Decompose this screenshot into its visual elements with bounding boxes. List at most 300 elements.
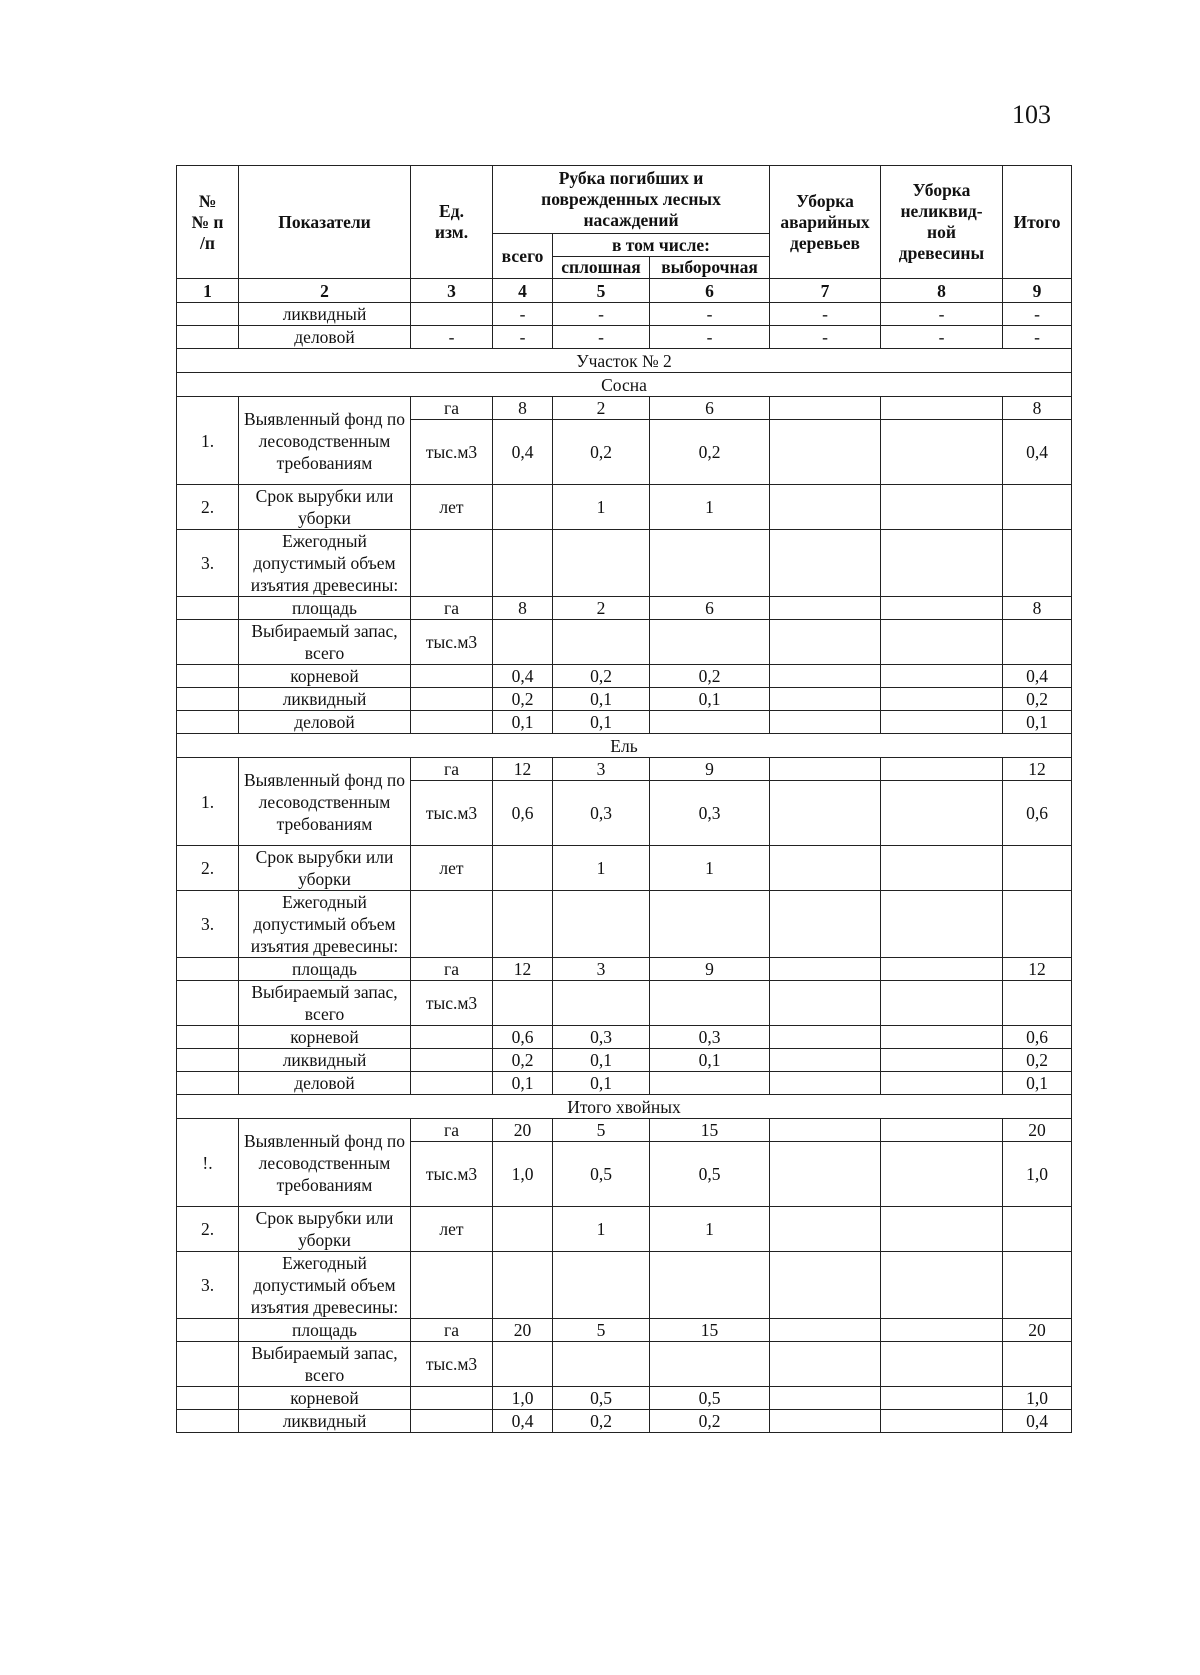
table-cell [881,485,1003,530]
table-cell: тыс.м3 [411,620,493,665]
column-number: 8 [881,279,1003,303]
indicator-label: Срок вырубки или уборки [239,1207,411,1252]
table-cell [1003,530,1072,597]
table-cell: 0,4 [493,1410,553,1433]
table-cell: 2 [553,397,650,420]
table-row [177,958,1072,981]
row-number [177,688,239,711]
table-cell: 9 [650,958,770,981]
table-cell: 8 [493,397,553,420]
section-title: Ель [177,734,1072,758]
table-cell: 3 [553,958,650,981]
table-cell [650,620,770,665]
table-cell [881,1410,1003,1433]
indicator-label: Ежегодный допустимый объем изъятия древесины: [239,530,411,597]
table-cell: тыс.м3 [411,1342,493,1387]
table-cell: 1,0 [1003,1387,1072,1410]
indicator-label: Срок вырубки или уборки [239,485,411,530]
table-row [177,846,1072,891]
table-row [177,688,1072,711]
table-cell [493,1342,553,1387]
table-cell [411,1049,493,1072]
table-cell: 8 [493,597,553,620]
table-cell [493,1252,553,1319]
header-illiquid [881,166,1003,279]
section-row [177,349,1072,373]
table-cell: 2 [553,597,650,620]
table-cell [881,1119,1003,1142]
table-cell: тыс.м3 [411,781,493,846]
table-cell [770,1410,881,1433]
table-cell: - [881,326,1003,349]
table-cell [770,1072,881,1095]
table-row [177,758,1072,781]
table-cell [881,1026,1003,1049]
table-cell [770,1252,881,1319]
header-clear: сплошная [553,257,650,279]
table-cell: 8 [1003,397,1072,420]
section-row [177,373,1072,397]
table-cell: тыс.м3 [411,1142,493,1207]
header-illiquid-text: Уборка неликвид- ной древесины [898,180,985,263]
table-cell: тыс.м3 [411,981,493,1026]
indicator-label: Ежегодный допустимый объем изъятия древесины: [239,891,411,958]
table-body [177,279,1072,1433]
row-number [177,711,239,734]
table-cell: 15 [650,1119,770,1142]
row-number: 2. [177,846,239,891]
table-cell [411,1410,493,1433]
row-number [177,620,239,665]
table-cell: 1,0 [493,1142,553,1207]
table-row [177,620,1072,665]
table-row [177,891,1072,958]
table-cell [553,530,650,597]
table-cell [770,397,881,420]
table-cell [650,891,770,958]
header-num-text: № № п /п [191,190,224,253]
table-cell: 6 [650,397,770,420]
column-number: 6 [650,279,770,303]
table-cell: - [1003,326,1072,349]
table-cell [770,665,881,688]
indicator-label: Ежегодный допустимый объем изъятия древесины: [239,1252,411,1319]
table-cell: 20 [1003,1319,1072,1342]
row-number: 1. [177,758,239,846]
table-cell: - [553,326,650,349]
column-number: 2 [239,279,411,303]
table-cell: - [553,303,650,326]
indicator-label: Выбираемый запас, всего [239,620,411,665]
table-cell [1003,846,1072,891]
table-cell [411,1072,493,1095]
row-number [177,303,239,326]
table-row [177,1410,1072,1433]
table-cell: 0,2 [650,1410,770,1433]
table-cell [770,781,881,846]
table-cell: 0,1 [650,1049,770,1072]
row-number [177,1387,239,1410]
table-cell [881,688,1003,711]
table-cell: лет [411,485,493,530]
indicator-label: деловой [239,326,411,349]
table-cell [553,891,650,958]
table-cell: 1 [650,846,770,891]
indicator-label: деловой [239,1072,411,1095]
table-cell [650,1342,770,1387]
table-cell: 20 [493,1319,553,1342]
row-number: 3. [177,1252,239,1319]
table-cell: 0,2 [650,665,770,688]
section-row [177,1095,1072,1119]
table-cell: 9 [650,758,770,781]
row-number [177,1342,239,1387]
table-cell [881,781,1003,846]
indicator-label: корневой [239,665,411,688]
table-cell: 20 [493,1119,553,1142]
table-row [177,981,1072,1026]
indicator-label: корневой [239,1026,411,1049]
indicator-label: ликвидный [239,1049,411,1072]
table-cell: 0,3 [553,781,650,846]
table-cell: 0,4 [493,665,553,688]
section-title: Участок № 2 [177,349,1072,373]
table-cell: 0,3 [650,1026,770,1049]
table-cell [770,958,881,981]
column-number: 9 [1003,279,1072,303]
table-cell: 0,1 [1003,711,1072,734]
table-cell [411,303,493,326]
indicator-label: Выбираемый запас, всего [239,1342,411,1387]
indicator-label: деловой [239,711,411,734]
table-cell: 0,2 [493,1049,553,1072]
table-cell [881,758,1003,781]
table-row [177,303,1072,326]
table-cell [881,1387,1003,1410]
table-cell [881,620,1003,665]
header-indicator: Показатели [239,166,411,279]
table-cell: 3 [553,758,650,781]
table-row [177,597,1072,620]
table-cell [493,620,553,665]
header-emergency [770,166,881,279]
indicator-label: ликвидный [239,303,411,326]
table-cell: 0,2 [553,420,650,485]
table-row [177,485,1072,530]
table-row [177,1072,1072,1095]
table-row [177,711,1072,734]
table-cell [1003,981,1072,1026]
table-cell [770,1049,881,1072]
row-number [177,326,239,349]
table-cell: - [411,326,493,349]
table-cell [881,597,1003,620]
table-cell [1003,1342,1072,1387]
table-cell [1003,1252,1072,1319]
table-cell [770,620,881,665]
table-cell [411,530,493,597]
row-number: !. [177,1119,239,1207]
row-number: 2. [177,1207,239,1252]
table-row [177,1049,1072,1072]
table-row [177,1342,1072,1387]
table-cell: 0,2 [553,665,650,688]
table-cell [881,1072,1003,1095]
table-cell: 1 [650,1207,770,1252]
table-cell [770,846,881,891]
table-cell: 0,1 [553,711,650,734]
table-cell: га [411,758,493,781]
header-num [177,166,239,279]
row-number [177,1319,239,1342]
table-cell [881,711,1003,734]
table-cell: 1 [553,1207,650,1252]
header-total-all: всего [493,234,553,279]
table-cell [493,846,553,891]
indicator-label: корневой [239,1387,411,1410]
table-row [177,1252,1072,1319]
table-cell [1003,485,1072,530]
column-number: 3 [411,279,493,303]
table-row [177,1119,1072,1142]
table-cell [770,981,881,1026]
table-cell [881,1049,1003,1072]
table-cell: га [411,597,493,620]
column-number: 1 [177,279,239,303]
table-cell: 0,3 [650,781,770,846]
table-cell: 0,2 [1003,688,1072,711]
table-cell: 0,6 [1003,1026,1072,1049]
forest-logging-table [176,165,1072,1433]
table-cell: лет [411,1207,493,1252]
table-row [177,1026,1072,1049]
table-cell: 0,3 [553,1026,650,1049]
table-cell: 12 [1003,958,1072,981]
row-number [177,958,239,981]
table-cell: 1,0 [493,1387,553,1410]
header-selective: выборочная [650,257,770,279]
table-cell: - [770,326,881,349]
table-cell [881,1342,1003,1387]
table-cell: 0,6 [493,781,553,846]
row-number [177,1049,239,1072]
table-cell [881,1319,1003,1342]
table-cell: 0,2 [650,420,770,485]
table-cell [493,530,553,597]
indicator-label: Выбираемый запас, всего [239,981,411,1026]
table-row [177,1207,1072,1252]
table-cell: 15 [650,1319,770,1342]
table-cell: 12 [1003,758,1072,781]
table-row [177,530,1072,597]
table-row [177,326,1072,349]
row-number: 3. [177,530,239,597]
table-cell: 8 [1003,597,1072,620]
table-cell [411,891,493,958]
header-logging-group-text: Рубка погибших и поврежденных лесных насаждений [541,168,721,230]
row-number: 1. [177,397,239,485]
table-cell [411,711,493,734]
table-cell [650,1252,770,1319]
table-cell [493,891,553,958]
indicator-label: Срок вырубки или уборки [239,846,411,891]
table-cell [553,1342,650,1387]
table-cell [493,981,553,1026]
header-unit [411,166,493,279]
header-including: в том числе: [553,234,770,257]
row-number [177,665,239,688]
indicator-label: площадь [239,958,411,981]
column-number: 7 [770,279,881,303]
table-cell [881,891,1003,958]
header-total: Итого [1003,166,1072,279]
indicator-label: Выявленный фонд по лесоводственным требованиям [239,758,411,846]
table-cell: - [650,326,770,349]
table-cell [770,530,881,597]
table-cell: 0,4 [493,420,553,485]
table-cell [770,1142,881,1207]
row-number [177,597,239,620]
table-cell [881,665,1003,688]
table-cell [770,1319,881,1342]
column-number: 5 [553,279,650,303]
table-cell [411,665,493,688]
table-cell [881,981,1003,1026]
table-cell: 0,1 [553,1072,650,1095]
table-cell [770,758,881,781]
table-cell [770,1342,881,1387]
table-cell [770,1119,881,1142]
table-cell [881,958,1003,981]
table-cell [881,1252,1003,1319]
table-cell: 0,4 [1003,665,1072,688]
table-cell: 1 [553,485,650,530]
table-cell [650,981,770,1026]
table-cell: 0,2 [553,1410,650,1433]
table-cell: 0,1 [493,1072,553,1095]
table-cell: 12 [493,758,553,781]
section-title: Итого хвойных [177,1095,1072,1119]
table-cell: 0,2 [1003,1049,1072,1072]
indicator-label: Выявленный фонд по лесоводственным требованиям [239,1119,411,1207]
table-cell: 0,6 [493,1026,553,1049]
row-number [177,1072,239,1095]
table-cell [553,981,650,1026]
table-cell [881,1142,1003,1207]
table-cell [881,1207,1003,1252]
indicator-label: ликвидный [239,1410,411,1433]
table-cell [881,420,1003,485]
column-numbers-row [177,279,1072,303]
table-cell [770,1026,881,1049]
indicator-label: Выявленный фонд по лесоводственным требованиям [239,397,411,485]
row-number [177,1410,239,1433]
table-cell [881,397,1003,420]
table-cell: 0,5 [650,1142,770,1207]
table-cell: га [411,1119,493,1142]
indicator-label: ликвидный [239,688,411,711]
table-cell [1003,1207,1072,1252]
table-cell [1003,620,1072,665]
table-cell [770,420,881,485]
table-cell: 20 [1003,1119,1072,1142]
table-cell: - [881,303,1003,326]
header-unit-text: Ед. изм. [434,201,469,242]
table-cell: 0,6 [1003,781,1072,846]
table-cell: 12 [493,958,553,981]
table-cell [553,620,650,665]
table-cell: 1,0 [1003,1142,1072,1207]
table-cell: 0,1 [553,688,650,711]
row-number: 2. [177,485,239,530]
table-cell: 0,1 [553,1049,650,1072]
table-cell: 1 [650,485,770,530]
table-cell: - [650,303,770,326]
table-cell [411,1387,493,1410]
table-cell: га [411,1319,493,1342]
table-cell: - [770,303,881,326]
table-cell [411,1252,493,1319]
table-cell: 0,2 [493,688,553,711]
table-cell [881,530,1003,597]
table-cell: 5 [553,1319,650,1342]
table-row [177,1319,1072,1342]
table-cell: 0,1 [650,688,770,711]
table-cell [411,688,493,711]
table-cell [770,597,881,620]
table-cell [770,711,881,734]
table-row [177,397,1072,420]
table-cell: тыс.м3 [411,420,493,485]
table-cell: 0,5 [553,1387,650,1410]
column-number: 4 [493,279,553,303]
table-cell: 1 [553,846,650,891]
table-cell [553,1252,650,1319]
table-cell [770,1387,881,1410]
table-cell: га [411,958,493,981]
table-cell: 5 [553,1119,650,1142]
row-number: 3. [177,891,239,958]
table-cell [650,530,770,597]
page-number: 103 [1012,100,1051,129]
table-cell [770,891,881,958]
table-cell [650,1072,770,1095]
table-cell [770,485,881,530]
section-row [177,734,1072,758]
table-cell [493,1207,553,1252]
table-cell [881,846,1003,891]
table-cell: 0,4 [1003,420,1072,485]
row-number [177,981,239,1026]
table-cell [411,1026,493,1049]
table-cell: 6 [650,597,770,620]
table-cell: - [493,303,553,326]
table-cell [770,688,881,711]
table-cell: 0,4 [1003,1410,1072,1433]
table-cell: - [1003,303,1072,326]
section-title: Сосна [177,373,1072,397]
table-cell: 0,5 [650,1387,770,1410]
table-row [177,665,1072,688]
table-row [177,1387,1072,1410]
table-cell [1003,891,1072,958]
header-emergency-text: Уборка аварийных деревьев [780,190,870,253]
indicator-label: площадь [239,1319,411,1342]
table-cell: - [493,326,553,349]
header-logging-group [493,166,770,234]
table-cell: 0,1 [493,711,553,734]
row-number [177,1026,239,1049]
